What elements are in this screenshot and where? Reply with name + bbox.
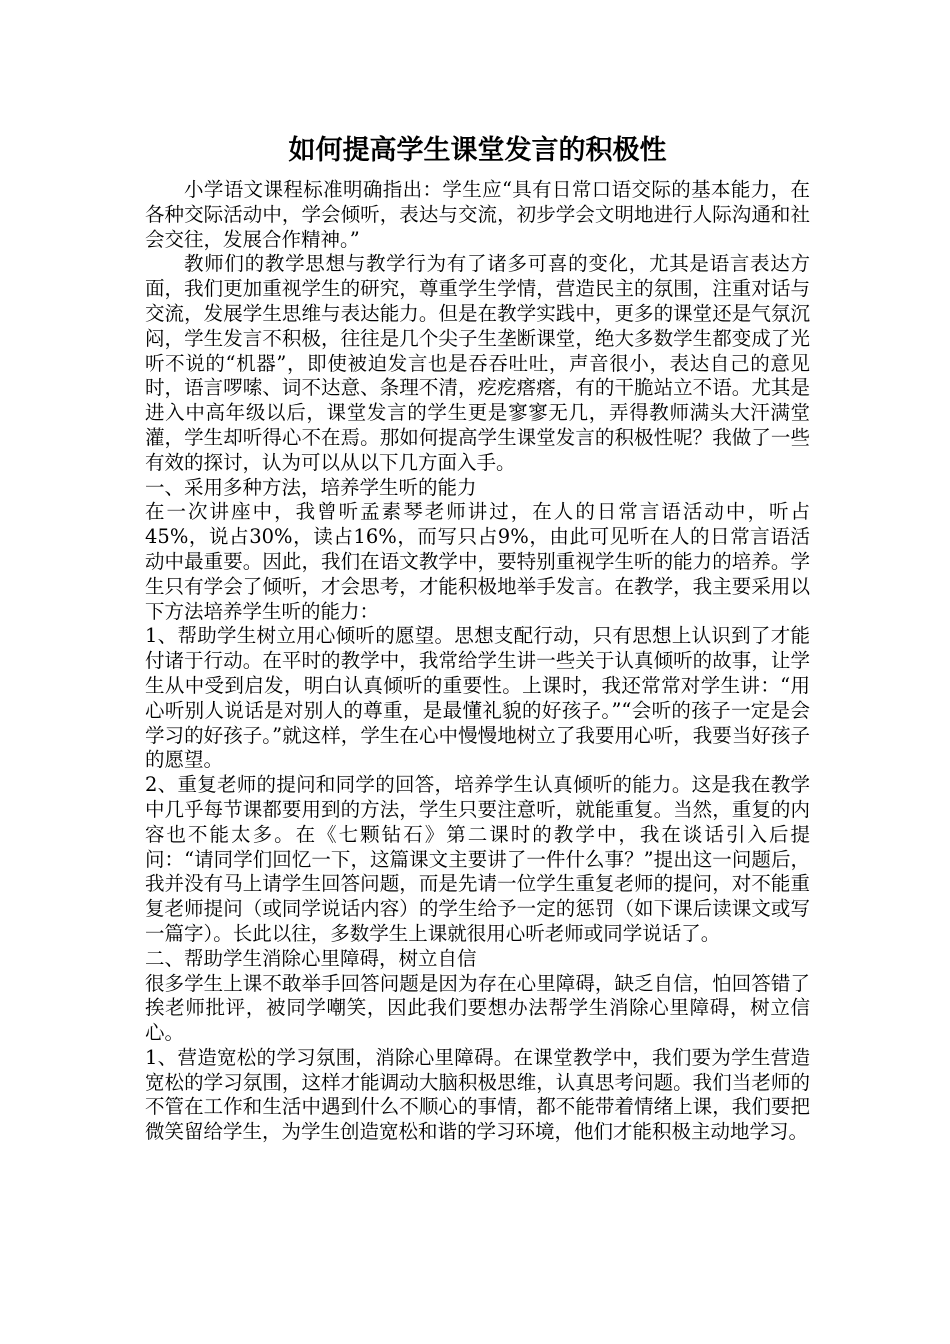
paragraph-method-1: 1、帮助学生树立用心倾听的愿望。思想支配行动，只有思想上认识到了才能付诸于行动。在平时的教学中，我常给学生讲一些关于认真倾听的故事，让学生从中受到启发，明白认真倾听的重要性。上课时，我还常常对学生讲：“用心听别人说话是对别人的尊重，是最懂礼貌的好孩子。”“会听的孩子一定是会学习的好孩子。”就这样，学生在心中慢慢地树立了我要用心听，我要当好孩子的愿望。	[145, 624, 810, 772]
section-heading-1: 一、采用多种方法，培养学生听的能力	[145, 475, 477, 499]
paragraph-listening-importance: 在一次讲座中，我曾听孟素琴老师讲过，在人的日常言语活动中，听占45%，说占30%，读占16%，而写只占9%，由此可见听在人的日常言语活动中最重要。因此，我们在语文教学中，要特别重视学生听的能力的培养。学生只有学会了倾听，才会思考，才能积极地举手发言。在教学，我主要采用以下方法培养学生听的能力：	[145, 500, 810, 623]
paragraph-method-2: 2、重复老师的提问和同学的回答，培养学生认真倾听的能力。这是我在教学中几乎每节课都要用到的方法，学生只要注意听，就能重复。当然，重复的内容也不能太多。在《七颗钻石》第二课时的教学中，我在谈话引入后提问：“请同学们回忆一下，这篇课文主要讲了一件什么事？”提出这一问题后，我并没有马上请学生回答问题，而是先请一位学生重复老师的提问，对不能重复老师提问（或同学说话内容）的学生给予一定的惩罚（如下课后读课文或写一篇字）。长此以往，多数学生上课就很用心听老师或同学说话了。	[145, 773, 810, 945]
section-heading-2: 二、帮助学生消除心里障碍，树立自信	[145, 946, 477, 970]
paragraph-intro-quote: 小学语文课程标准明确指出：学生应“具有日常口语交际的基本能力，在各种交际活动中，学会倾听，表达与交流，初步学会文明地进行人际沟通和社会交往，发展合作精神。”	[145, 178, 810, 251]
paragraph-relaxed-atmosphere: 1、营造宽松的学习氛围，消除心里障碍。在课堂教学中，我们要为学生营造宽松的学习氛围，这样才能调动大脑积极思维，认真思考问题。我们当老师的不管在工作和生活中遇到什么不顺心的事情，都不能带着情绪上课，我们要把微笑留给学生，为学生创造宽松和谐的学习环境，他们才能积极主动地学习。	[145, 1045, 810, 1144]
document-page	[145, 130, 810, 1145]
paragraph-problem-statement: 教师们的教学思想与教学行为有了诸多可喜的变化，尤其是语言表达方面，我们更加重视学生的研究，尊重学生学情，营造民主的氛围，注重对话与交流，发展学生思维与表达能力。但是在教学实践中，更多的课堂还是气氛沉闷，学生发言不积极，往往是几个尖子生垄断课堂，绝大多数学生都变成了光听不说的“机器”，即使被迫发言也是吞吞吐吐，声音很小，表达自己的意见时，语言啰嗦、词不达意、条理不清，疙疙瘩瘩，有的干脆站立不语。尤其是进入中高年级以后，课堂发言的学生更是寥寥无几，弄得教师满头大汗满堂灌，学生却听得心不在焉。那如何提高学生课堂发言的积极性呢？我做了一些有效的探讨，认为可以从以下几方面入手。	[145, 252, 810, 474]
paragraph-psychological-barrier: 很多学生上课不敢举手回答问题是因为存在心里障碍，缺乏自信，怕回答错了挨老师批评，被同学嘲笑，因此我们要想办法帮学生消除心里障碍，树立信心。	[145, 971, 810, 1045]
document-title: 如何提高学生课堂发言的积极性	[288, 135, 667, 166]
